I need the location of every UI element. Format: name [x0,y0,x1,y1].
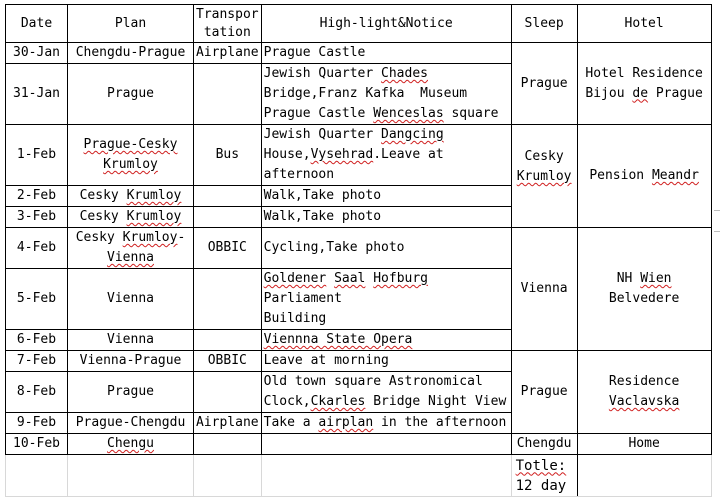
spellcheck-word: Vysehrad [310,147,374,162]
total-row [6,455,712,497]
margin-tick [714,231,720,232]
plan-cell: Vienna [68,330,194,351]
transport-cell: Airplane [194,43,262,64]
empty-cell [261,455,511,497]
empty-cell [194,455,262,497]
date-cell: 30-Jan [6,43,68,64]
hotel-line: Hotel Residence [585,65,703,81]
notes-cell: Cycling,Take photo [261,228,511,269]
header-date: Date [6,5,68,43]
date-cell: 10-Feb [6,434,68,455]
plan-cell: Prague [68,64,194,125]
empty-cell [577,455,711,497]
plan-cell: Prague [68,372,194,413]
plan-cell [68,228,194,269]
date-cell: 7-Feb [6,351,68,372]
table-row [6,351,712,372]
transport-cell: Bus [194,125,262,186]
transport-cell [194,207,262,228]
plan-line: Vienna [107,250,154,265]
notes-line: Jewish Quarter Chades [263,66,428,81]
header-sleep: Sleep [511,5,577,43]
sleep-cell-prague-return: Prague [511,351,577,434]
table-row [6,434,712,455]
spellcheck-word: airplan [318,415,374,430]
plan-line: Prague-Cesky [83,137,178,152]
plan-line: Cesky Krumloy- [75,230,186,245]
hotel-text: Prague [648,85,703,101]
transport-cell [194,269,262,330]
notes-cell: Viennna State Opera [261,330,511,351]
sleep-line: Krumloy [516,169,572,184]
spellcheck-word: Wenceslas [373,106,444,121]
total-value: 12 day [515,477,567,494]
plan-cell: Chengu [68,434,194,455]
transport-cell [194,372,262,413]
hotel-cell-residence-vaclavska [577,351,711,434]
sleep-cell-prague: Prague [511,43,577,125]
transport-cell: Airplane [194,413,262,434]
spellcheck-word: Dangcing [381,127,444,142]
hotel-text: NH [616,271,641,286]
date-cell: 5-Feb [6,269,68,330]
transport-cell [194,186,262,207]
header-transportation-line2: tation [203,24,251,40]
plan-cell: Vienna-Prague [68,351,194,372]
date-cell: 4-Feb [6,228,68,269]
total-cell [511,455,577,497]
notes-line: Jewish Quarter Dangcing [263,127,444,142]
hotel-text: Belvedere [608,291,680,306]
notes-line: Prague Castle Wenceslas square [263,106,499,121]
spellcheck-word: Krumloy [126,188,182,203]
notes-cell: Take a airplan in the afternoon [261,413,511,434]
spellcheck-word: Ckarles [310,394,366,409]
notes-cell: Walk,Take photo [261,186,511,207]
itinerary-table [5,4,712,497]
table-row [6,228,712,269]
table-row [6,43,712,64]
date-cell: 6-Feb [6,330,68,351]
plan-line: Krumloy [103,157,158,172]
sleep-cell-chengdu: Chengdu [511,434,577,455]
plan-cell [68,186,194,207]
spellcheck-word: Chades [381,66,428,81]
notes-line: Old town square Astronomical [263,374,483,389]
notes-cell [261,125,511,186]
plan-text: Cesky [79,209,127,224]
notes-cell [261,64,511,125]
notes-cell: Prague Castle [261,43,511,64]
total-label: Totle: [515,457,567,474]
notes-cell [261,434,511,455]
header-transportation-line1: Transpor [196,6,259,22]
notes-line: Building [263,311,327,326]
hotel-text: Bijou [585,85,633,101]
date-cell: 2-Feb [6,186,68,207]
sleep-cell-vienna: Vienna [511,228,577,351]
notes-line: House,Vysehrad.Leave at afternoon [263,147,444,182]
plan-text: Cesky [79,188,127,203]
plan-cell: Prague-Chengdu [68,413,194,434]
plan-cell: Chengdu-Prague [68,43,194,64]
transport-cell: OBBIC [194,228,262,269]
header-hotel: Hotel [577,5,711,43]
spellcheck-word: Krumloy [126,209,182,224]
date-cell: 9-Feb [6,413,68,434]
spellcheck-word: Goldener [263,271,327,286]
plan-cell [68,207,194,228]
transport-cell [194,64,262,125]
notes-cell: Leave at morning [261,351,511,372]
notes-line: Clock,Ckarles Bridge Night View [263,394,507,409]
header-row [6,5,712,43]
notes-cell [261,372,511,413]
hotel-line: Residence [608,374,680,389]
hotel-text: Pension [589,168,652,183]
plan-cell [68,125,194,186]
header-transportation [194,5,262,43]
notes-line: Bridge,Franz Kafka Museum [263,86,468,101]
sleep-line: Cesky [524,149,564,164]
plan-cell: Vienna [68,269,194,330]
notes-line: Goldener Saal Hofburg Parliament [263,271,429,306]
header-plan: Plan [68,5,194,43]
empty-cell [68,455,194,497]
margin-tick [714,210,720,211]
empty-cell [6,455,68,497]
spellcheck-word: Meandr [651,168,699,183]
notes-cell [261,269,511,330]
date-cell: 1-Feb [6,125,68,186]
date-cell: 31-Jan [6,64,68,125]
spellcheck-word: Saal [334,271,366,286]
transport-cell: OBBIC [194,351,262,372]
spellcheck-word: de [632,85,649,101]
hotel-cell-pension-meandr [577,125,711,228]
spellcheck-word: Hofburg [373,271,429,286]
sleep-cell-cesky-krumloy [511,125,577,228]
transport-cell [194,434,262,455]
table-row [6,125,712,186]
date-cell: 3-Feb [6,207,68,228]
notes-cell: Walk,Take photo [261,207,511,228]
spellcheck-word: Wien [640,271,672,286]
hotel-cell-nh-wien [577,228,711,351]
transport-cell [194,330,262,351]
spellcheck-word: Krumloy [122,230,178,245]
hotel-line: Vaclavska [608,394,680,409]
date-cell: 8-Feb [6,372,68,413]
hotel-line [580,84,709,104]
header-highlight: High-light&Notice [261,5,511,43]
hotel-cell-residence-bijou [577,43,711,125]
hotel-cell-home: Home [577,434,711,455]
